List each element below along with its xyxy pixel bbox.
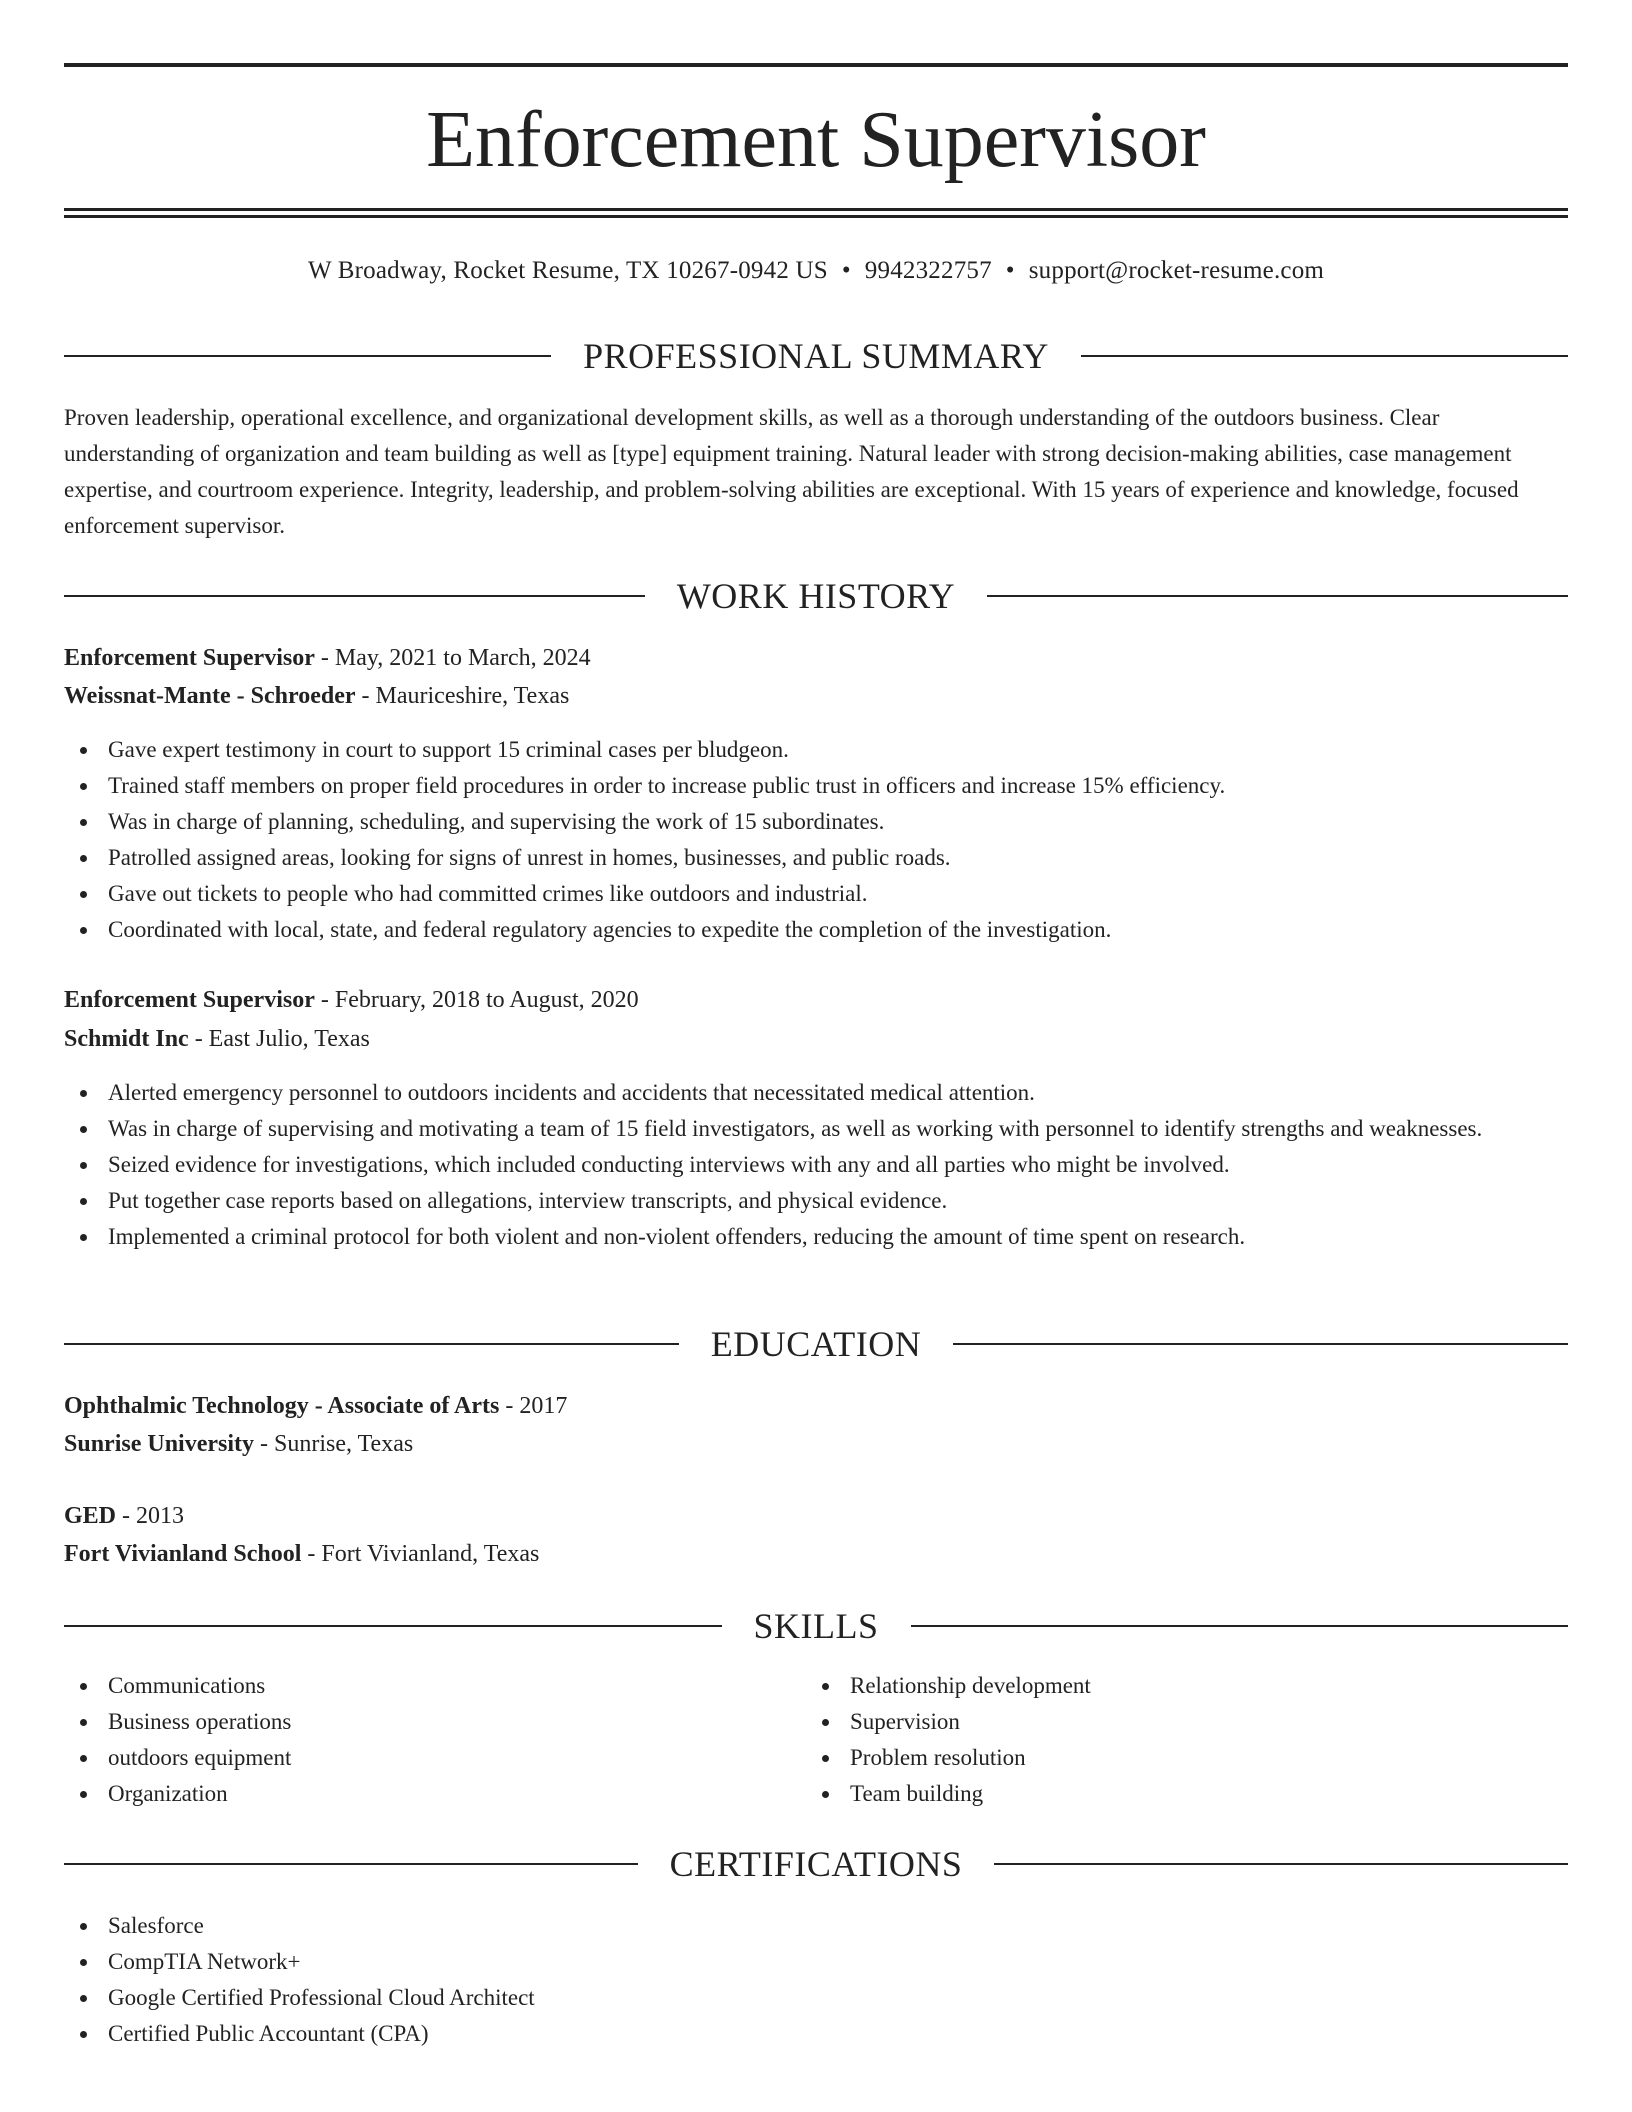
heading-rule-right	[987, 595, 1568, 597]
education-year: - 2013	[122, 1503, 185, 1529]
contact-separator: •	[841, 257, 851, 284]
job-bullet: Was in charge of supervising and motivating a team of 15 field investigators, as well as working with personnel to identify strengths and weaknesses.	[64, 1111, 1568, 1147]
education-degree: Ophthalmic Technology - Associate of Arts	[64, 1393, 500, 1419]
heading-rule-right	[911, 1625, 1569, 1627]
heading-rule-left	[64, 595, 645, 597]
certification-item: Google Certified Professional Cloud Architect	[64, 1980, 1568, 2016]
header-rule-upper	[64, 208, 1568, 211]
job-location: - Mauriceshire, Texas	[361, 683, 570, 709]
skill-item: Supervision	[806, 1704, 1566, 1740]
skill-item: Communications	[64, 1668, 804, 1704]
skill-item: Relationship development	[806, 1668, 1566, 1704]
certification-item: Certified Public Accountant (CPA)	[64, 2016, 1568, 2052]
job-bullet: Patrolled assigned areas, looking for signs of unrest in homes, businesses, and public roads.	[64, 840, 1568, 876]
skill-item: Team building	[806, 1776, 1566, 1812]
heading-rule-right	[1081, 355, 1568, 357]
contact-phone: 9942322757	[864, 257, 992, 284]
resume-name: Enforcement Supervisor	[426, 96, 1206, 184]
skills-heading-text: SKILLS	[753, 1606, 879, 1646]
job-bullets	[64, 732, 1568, 948]
heading-rule-right	[953, 1343, 1568, 1345]
certifications-list	[64, 1908, 1568, 2052]
skills-heading	[64, 1604, 1568, 1648]
skill-item: outdoors equipment	[64, 1740, 804, 1776]
certifications-heading-text: CERTIFICATIONS	[669, 1844, 963, 1884]
job-title-line	[64, 640, 1568, 676]
skill-item: Business operations	[64, 1704, 804, 1740]
summary-heading-text: PROFESSIONAL SUMMARY	[583, 336, 1049, 376]
contact-address: W Broadway, Rocket Resume, TX 10267-0942 US	[307, 257, 828, 284]
education-degree-line	[64, 1498, 1568, 1534]
job-dates: - February, 2018 to August, 2020	[320, 987, 639, 1013]
heading-rule-left	[64, 1863, 638, 1865]
summary-text: Proven leadership, operational excellence, and organizational development skills, as well as a thorough understanding of the outdoors business. Clear understanding of organization and team building as well as [type] equipment training. Natural leader with strong decision-making abilities, case management expertise, and courtroom experience. Integrity, leadership, and problem-solving abilities are exceptional. With 15 years of experience and knowledge, focused enforcement supervisor.	[64, 405, 1519, 538]
certification-item: Salesforce	[64, 1908, 1568, 1944]
job-bullet: Trained staff members on proper field procedures in order to increase public trust in officers and increase 15% efficiency.	[64, 768, 1568, 804]
job-bullet: Put together case reports based on allegations, interview transcripts, and physical evidence.	[64, 1183, 1568, 1219]
job-bullets	[64, 1075, 1568, 1255]
education-school: Sunrise University	[64, 1431, 255, 1457]
job-title-line	[64, 982, 1568, 1018]
contact-line	[64, 254, 1568, 288]
education-school-line	[64, 1536, 1568, 1572]
education-school: Fort Vivianland School	[64, 1541, 302, 1567]
skills-list-left	[64, 1668, 804, 1812]
heading-rule-left	[64, 355, 551, 357]
education-degree: GED	[64, 1503, 117, 1529]
job-bullet: Seized evidence for investigations, which included conducting interviews with any and all parties who might be involved.	[64, 1147, 1568, 1183]
job-bullet: Gave out tickets to people who had committed crimes like outdoors and industrial.	[64, 876, 1568, 912]
job-bullet: Gave expert testimony in court to support 15 criminal cases per bludgeon.	[64, 732, 1568, 768]
certifications-heading	[64, 1842, 1568, 1886]
job-employer-line	[64, 678, 1568, 714]
job-title: Enforcement Supervisor	[64, 645, 315, 671]
job-bullet: Was in charge of planning, scheduling, and supervising the work of 15 subordinates.	[64, 804, 1568, 840]
education-year: - 2017	[505, 1393, 568, 1419]
job-dates: - May, 2021 to March, 2024	[320, 645, 591, 671]
top-rule	[64, 63, 1568, 67]
education-location: - Fort Vivianland, Texas	[307, 1541, 540, 1567]
job-bullet: Implemented a criminal protocol for both violent and non-violent offenders, reducing the amount of time spent on research.	[64, 1219, 1568, 1255]
heading-rule-left	[64, 1625, 722, 1627]
job-employer: Weissnat-Mante - Schroeder	[64, 683, 356, 709]
education-school-line	[64, 1426, 1568, 1462]
education-degree-line	[64, 1388, 1568, 1424]
work-history-heading	[64, 574, 1568, 618]
summary-heading	[64, 334, 1568, 378]
job-bullet: Coordinated with local, state, and federal regulatory agencies to expedite the completion of the investigation.	[64, 912, 1568, 948]
work-history-heading-text: WORK HISTORY	[676, 576, 956, 616]
education-heading	[64, 1322, 1568, 1366]
job-bullet: Alerted emergency personnel to outdoors incidents and accidents that necessitated medical attention.	[64, 1075, 1568, 1111]
contact-email: support@rocket-resume.com	[1028, 257, 1325, 284]
certification-item: CompTIA Network+	[64, 1944, 1568, 1980]
skills-list-right	[806, 1668, 1566, 1812]
job-employer-line	[64, 1021, 1568, 1057]
job-location: - East Julio, Texas	[194, 1026, 370, 1052]
education-heading-text: EDUCATION	[710, 1324, 922, 1364]
job-title: Enforcement Supervisor	[64, 987, 315, 1013]
skill-item: Problem resolution	[806, 1740, 1566, 1776]
heading-rule-left	[64, 1343, 679, 1345]
job-employer: Schmidt Inc	[64, 1026, 189, 1052]
heading-rule-right	[994, 1863, 1568, 1865]
skill-item: Organization	[64, 1776, 804, 1812]
contact-separator: •	[1005, 257, 1015, 284]
education-location: - Sunrise, Texas	[260, 1431, 414, 1457]
header-rule-lower	[64, 215, 1568, 218]
